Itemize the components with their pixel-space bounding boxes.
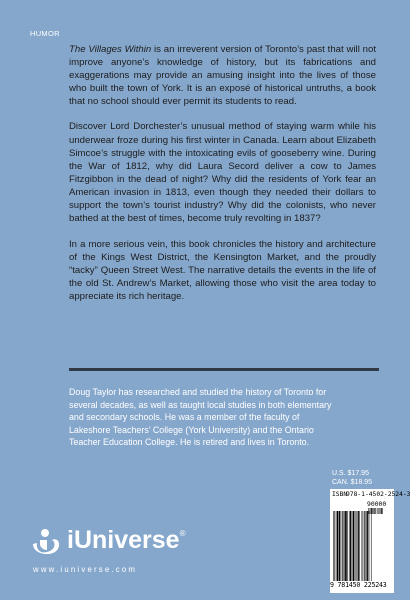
barcode-bar — [339, 511, 340, 581]
blurb — [69, 43, 376, 316]
price-block — [332, 470, 372, 487]
barcode-bar — [371, 511, 372, 581]
publisher-name — [67, 526, 185, 555]
barcode-digits: 9 781450 225243 — [330, 581, 387, 589]
blurb-paragraph-2: Discover Lord Dorchester’s unusual method of staying warm while his underwear froze during his first winter in Canada. Learn about Elizabeth Simcoe’s struggle with the intoxicating evils of gooseberry wine. During the War of 1812, why did Laura Secord deliver a cow to James Fitzgibbon in the dead of night? Why did the residents of York fear an American invasion in 1813, even though they needed their dollars to support the town’s tourist industry? Why did the colonists, who never bathed at the best of times, become truly revolting in 1837? — [69, 121, 376, 225]
price-can: CAN. $18.95 — [332, 478, 373, 486]
barcode-supplement-bar — [368, 508, 369, 514]
barcode-bar — [334, 511, 335, 581]
barcode-bar — [352, 511, 353, 581]
registered-mark: ® — [179, 529, 186, 538]
isbn-number: 978-1-4502-2524-3 — [346, 491, 410, 498]
barcode-bar — [349, 511, 350, 581]
publisher-url: www.iuniverse.com — [33, 565, 138, 574]
barcode-bar — [366, 511, 367, 581]
barcode-bar — [362, 511, 363, 581]
barcode-supplement-bar — [378, 508, 379, 514]
barcode-supplement-bar — [371, 508, 372, 514]
publisher-name-text: iUniverse — [67, 526, 180, 554]
barcode-bar — [342, 511, 343, 581]
barcode-supplement-bar — [382, 508, 383, 514]
barcode-bar — [358, 511, 359, 581]
blurb-paragraph-1 — [69, 43, 376, 108]
barcode-bar — [347, 511, 348, 581]
barcode-supplement-bar — [380, 508, 381, 514]
book-title: The Villages Within — [69, 44, 152, 55]
barcode-bar — [359, 511, 360, 581]
section-divider — [69, 368, 379, 371]
barcode-bar — [350, 511, 351, 581]
barcode-bar — [363, 511, 364, 581]
barcode-bar — [367, 511, 368, 581]
barcode-supplement-bar — [381, 508, 382, 514]
barcode-supplement-bar — [374, 508, 375, 514]
isbn-label: ISBN — [332, 491, 348, 498]
blurb-paragraph-1-text: is an irreverent version of Toronto’s past that will not improve anyone’s knowledge of history, but its fabrications and exaggerations may provide an amusing insight into the lives of those who built the town of York. It is an exposé of historical untruths, a book that no school should ever permit its students to read. — [69, 44, 376, 108]
barcode-bar — [364, 511, 365, 581]
barcode-bar — [353, 511, 355, 581]
barcode-bar — [357, 511, 358, 581]
barcode-supplement-bar — [372, 508, 373, 514]
author-bio: Doug Taylor has researched and studied the history of Toronto for several decades, as well as taught local studies in both elementary and secondary schools. He was a member of the faculty of Lakeshore Teachers’ College (York University) and the Ontario Teacher Education College. He is retired and lives in Toronto. — [69, 387, 332, 448]
barcode-supplement: 90000 — [367, 500, 387, 508]
barcode — [330, 489, 410, 593]
barcode-bar — [336, 511, 337, 581]
category-label: HUMOR — [30, 29, 60, 38]
barcode-bar — [337, 511, 339, 581]
barcode-supplement-bar — [377, 508, 378, 514]
blurb-paragraph-3: In a more serious vein, this book chronicles the history and architecture of the Kings West District, the Kensington Market, and the proudly “tacky” Queen Street West. The narrative details the events in the life of the old St. Andrew’s Market, allowing those who visit the area today to appreciate its rich heritage. — [69, 238, 376, 303]
barcode-bar — [345, 511, 347, 581]
barcode-supplement-bar — [375, 508, 376, 514]
barcode-bar — [333, 511, 334, 581]
barcode-bar — [369, 511, 370, 581]
price-us: U.S. $17.95 — [332, 470, 369, 477]
barcode-bar — [344, 511, 345, 581]
barcode-supplement-bar — [370, 508, 371, 514]
iuniverse-swirl-logo-icon — [30, 528, 64, 560]
barcode-bar — [341, 511, 342, 581]
barcode-bar — [356, 511, 357, 581]
